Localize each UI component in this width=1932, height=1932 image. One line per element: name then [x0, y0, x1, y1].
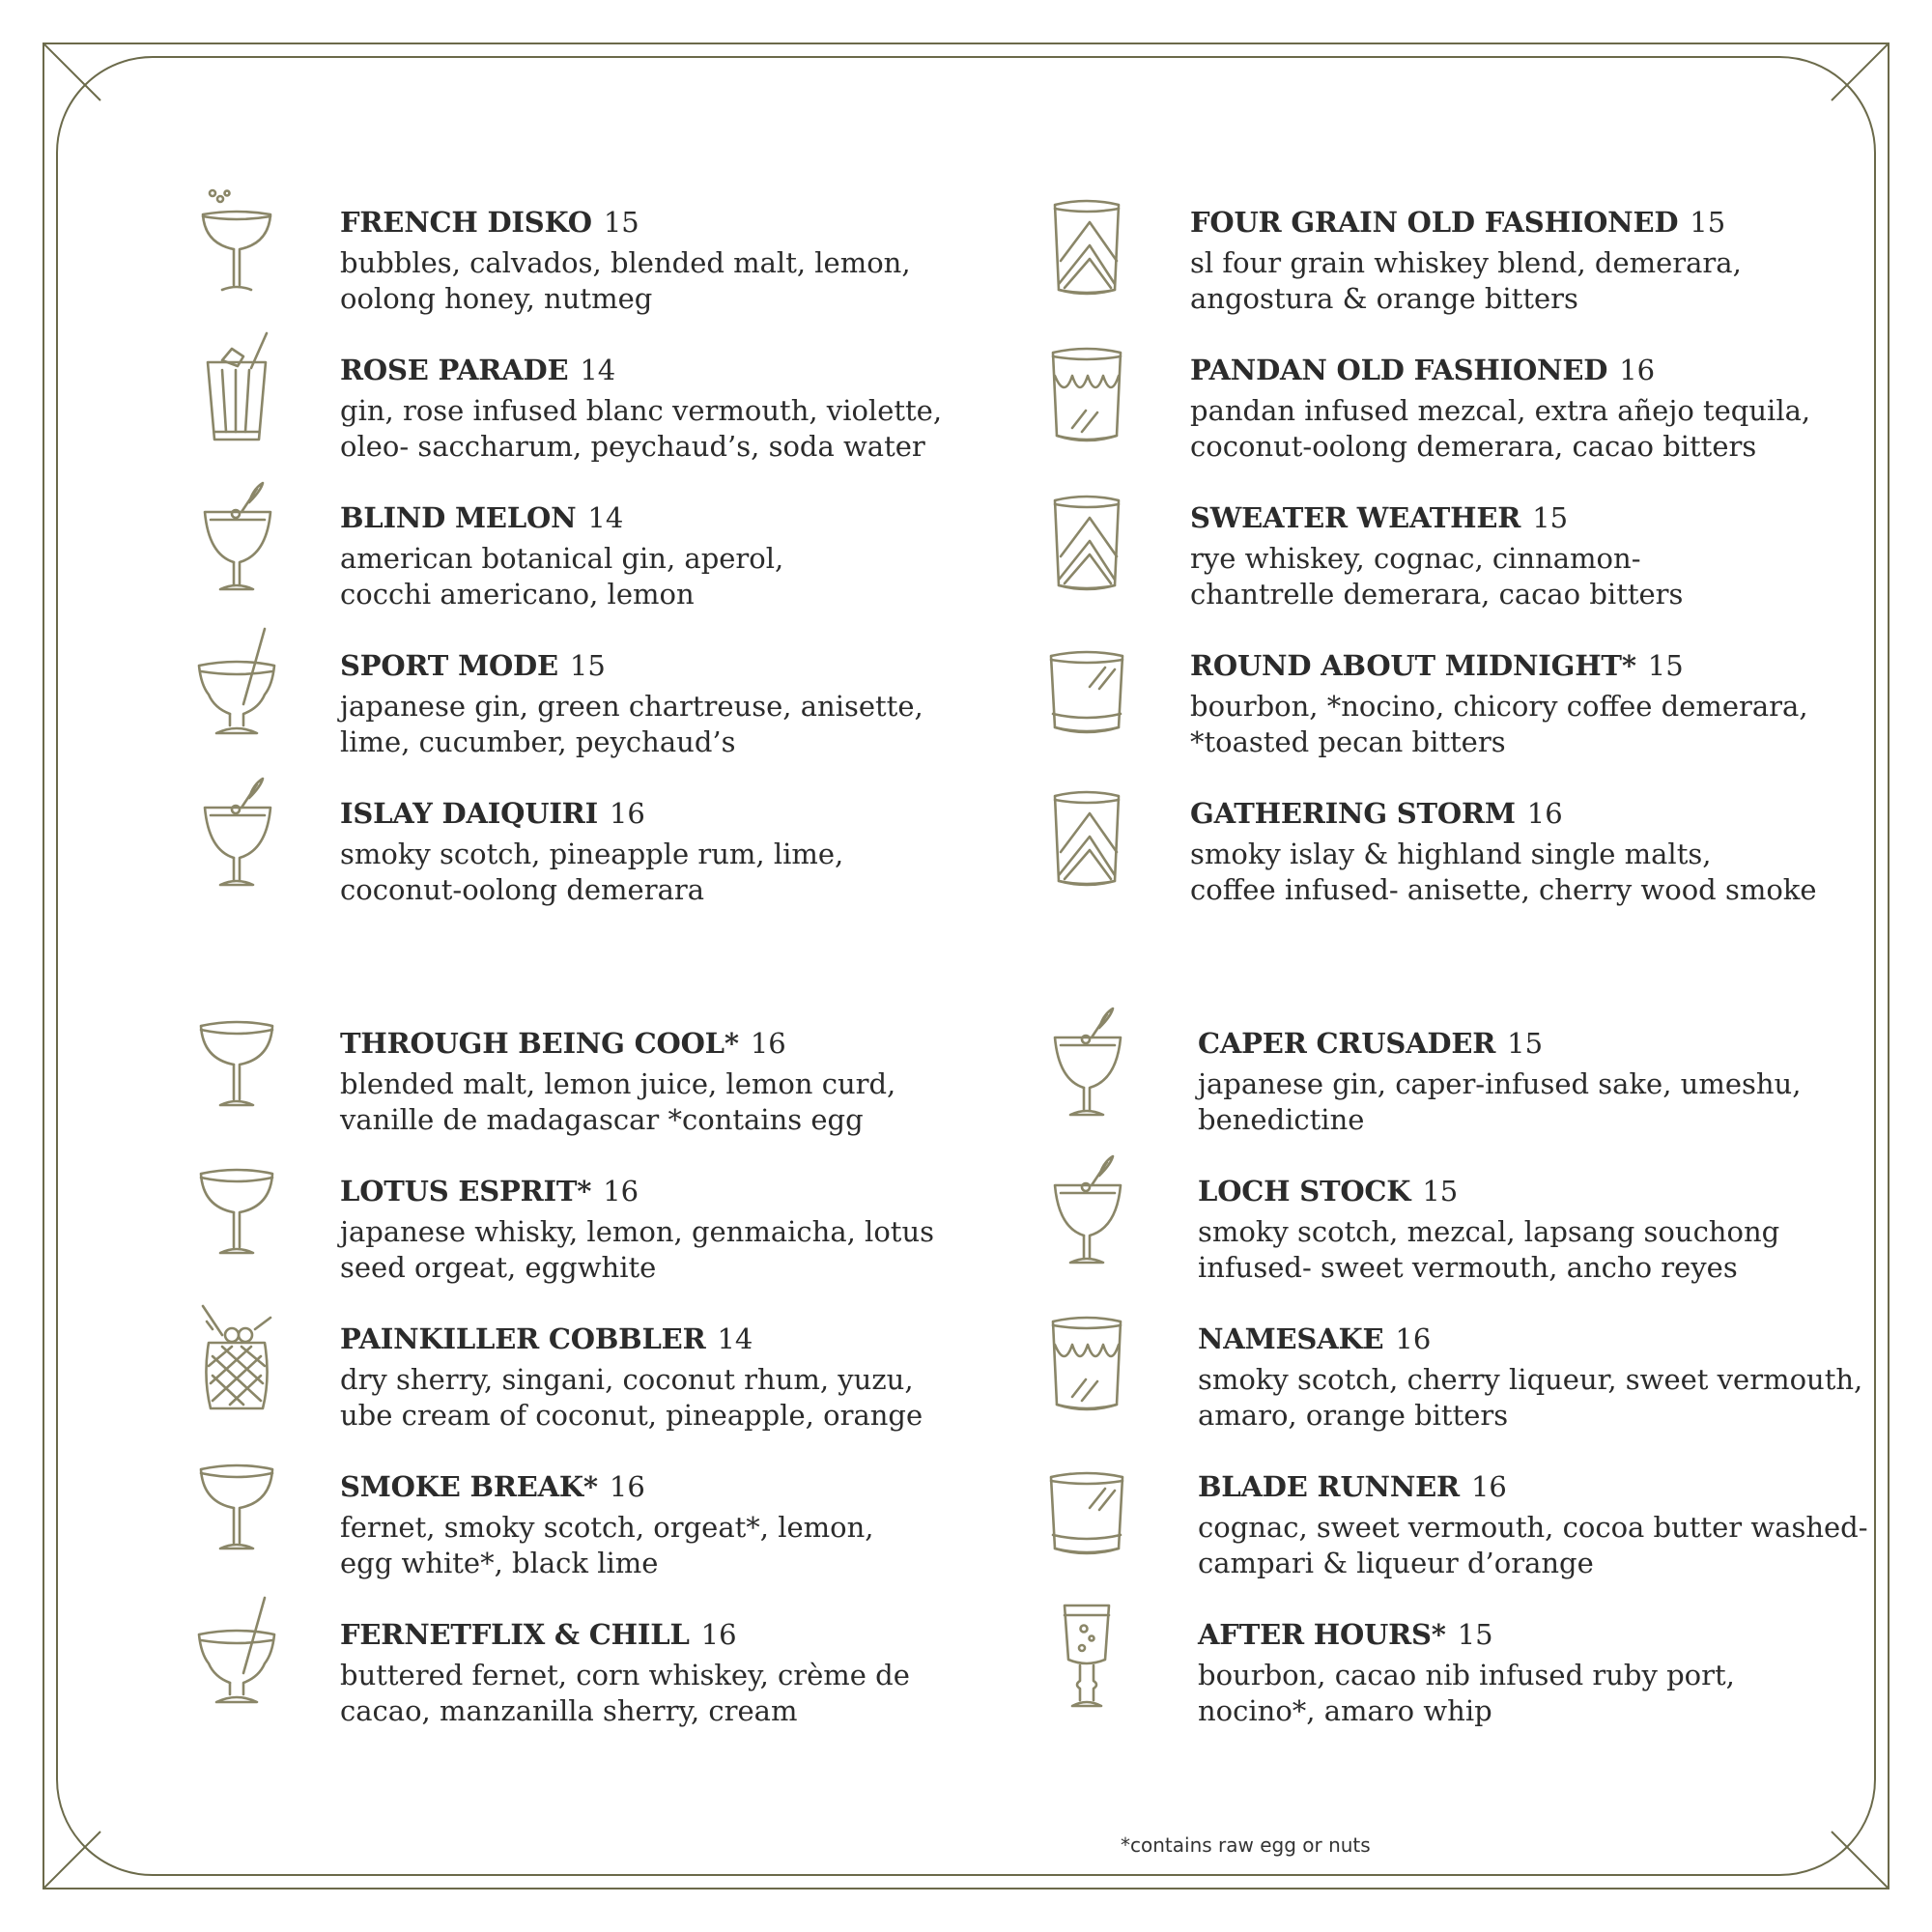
- coupe-glass-icon: [184, 1005, 290, 1121]
- collins-glass-icon: [184, 331, 290, 447]
- drink-description-line-1: cognac, sweet vermouth, cocoa butter washed-: [1198, 1511, 1868, 1544]
- goblet-straw-icon: [184, 1596, 290, 1712]
- drink-description-line-2: cocchi americano, lemon: [340, 578, 695, 611]
- drink-price: 16: [603, 1175, 639, 1208]
- drink-description-line-1: smoky islay & highland single malts,: [1190, 838, 1712, 870]
- rocks-glass-scallop-icon: [1034, 331, 1140, 447]
- coupe-glass-icon: [184, 1448, 290, 1564]
- drink-description-line-2: oolong honey, nutmeg: [340, 282, 653, 315]
- drink-price: 15: [569, 649, 606, 682]
- drink-description-line-2: egg white*, black lime: [340, 1547, 659, 1579]
- rocks-glass-plain-icon: [1034, 627, 1140, 743]
- drink-name: LOCH STOCK: [1198, 1175, 1411, 1208]
- menu-item: [1190, 205, 1932, 317]
- menu-item: [340, 205, 1113, 317]
- drink-description-line-2: angostura & orange bitters: [1190, 282, 1578, 315]
- menu-item: [340, 1174, 1113, 1286]
- menu-item: [340, 353, 1113, 465]
- drink-price: 16: [1395, 1322, 1432, 1355]
- nick-nora-glass-icon: [1034, 1005, 1140, 1121]
- drink-price: 16: [1619, 354, 1656, 386]
- drink-description-line-1: dry sherry, singani, coconut rhum, yuzu,: [340, 1363, 914, 1396]
- drink-name: SMOKE BREAK*: [340, 1470, 598, 1503]
- drink-description-line-2: chantrelle demerara, cacao bitters: [1190, 578, 1684, 611]
- rocks-glass-diamond-icon: [1034, 184, 1140, 299]
- menu-item: [340, 648, 1113, 760]
- drink-price: 16: [1526, 797, 1563, 830]
- menu-item: [340, 1469, 1113, 1581]
- drink-price: 15: [1457, 1618, 1493, 1651]
- footnote: *contains raw egg or nuts: [1121, 1833, 1371, 1857]
- drink-price: 16: [1470, 1470, 1507, 1503]
- drink-price: 14: [587, 501, 624, 534]
- drink-name: AFTER HOURS*: [1198, 1618, 1446, 1651]
- drink-description-line-2: *toasted pecan bitters: [1190, 725, 1506, 758]
- drink-name: FOUR GRAIN OLD FASHIONED: [1190, 206, 1679, 239]
- menu-item: [1198, 1026, 1932, 1138]
- drink-description-line-1: smoky scotch, cherry liqueur, sweet vermouth,: [1198, 1363, 1863, 1396]
- menu-item: [340, 1617, 1113, 1729]
- nick-nora-glass-icon: [184, 775, 290, 891]
- drink-description-line-2: ube cream of coconut, pineapple, orange: [340, 1399, 923, 1432]
- drink-price: 15: [1507, 1027, 1544, 1060]
- drink-description-line-2: nocino*, amaro whip: [1198, 1694, 1492, 1727]
- drink-price: 14: [717, 1322, 753, 1355]
- drink-description-line-1: fernet, smoky scotch, orgeat*, lemon,: [340, 1511, 874, 1544]
- drink-description-line-2: oleo- saccharum, peychaud’s, soda water: [340, 430, 925, 463]
- drink-description-line-1: american botanical gin, aperol,: [340, 542, 784, 575]
- rocks-glass-plain-icon: [1034, 1448, 1140, 1564]
- drink-description-line-1: smoky scotch, mezcal, lapsang souchong: [1198, 1215, 1780, 1248]
- drink-description-line-1: japanese gin, caper-infused sake, umeshu,: [1198, 1067, 1802, 1100]
- drink-name: SPORT MODE: [340, 649, 558, 682]
- drink-description-line-2: vanille de madagascar *contains egg: [340, 1103, 864, 1136]
- drink-price: 14: [580, 354, 616, 386]
- drink-name: NAMESAKE: [1198, 1322, 1384, 1355]
- drink-description-line-1: japanese gin, green chartreuse, anisette,: [340, 690, 923, 723]
- drink-description-line-2: coconut-oolong demerara, cacao bitters: [1190, 430, 1757, 463]
- menu-item: [1190, 353, 1932, 465]
- drink-name: FRENCH DISKO: [340, 206, 592, 239]
- drink-description-line-2: campari & liqueur d’orange: [1198, 1547, 1594, 1579]
- drink-name: BLIND MELON: [340, 501, 577, 534]
- drink-name: SWEATER WEATHER: [1190, 501, 1521, 534]
- drink-price: 16: [609, 797, 645, 830]
- drink-price: 15: [1647, 649, 1684, 682]
- drink-description-line-2: infused- sweet vermouth, ancho reyes: [1198, 1251, 1738, 1284]
- rocks-glass-scallop-icon: [1034, 1300, 1140, 1416]
- menu-item: [340, 796, 1113, 908]
- rocks-glass-diamond-icon: [1034, 479, 1140, 595]
- drink-description-line-2: coffee infused- anisette, cherry wood smoke: [1190, 873, 1817, 906]
- drink-description-line-1: bourbon, *nocino, chicory coffee demerara,: [1190, 690, 1808, 723]
- menu-item: [340, 1321, 1113, 1434]
- drink-description-line-1: bourbon, cacao nib infused ruby port,: [1198, 1659, 1735, 1691]
- drink-description-line-2: cacao, manzanilla sherry, cream: [340, 1694, 798, 1727]
- nick-nora-glass-icon: [1034, 1152, 1140, 1268]
- drink-name: CAPER CRUSADER: [1198, 1027, 1496, 1060]
- coupe-bubbles-icon: [184, 184, 290, 299]
- drink-name: GATHERING STORM: [1190, 797, 1516, 830]
- menu-item: [1198, 1617, 1932, 1729]
- drink-price: 16: [750, 1027, 786, 1060]
- drink-description-line-1: smoky scotch, pineapple rum, lime,: [340, 838, 844, 870]
- goblet-straw-icon: [184, 627, 290, 743]
- drink-name: ROSE PARADE: [340, 354, 569, 386]
- menu-item: [1198, 1174, 1932, 1286]
- drink-price: 16: [609, 1470, 645, 1503]
- drink-name: THROUGH BEING COOL*: [340, 1027, 739, 1060]
- drink-name: PANDAN OLD FASHIONED: [1190, 354, 1608, 386]
- drink-price: 15: [1532, 501, 1569, 534]
- drink-description-line-2: seed orgeat, eggwhite: [340, 1251, 657, 1284]
- drink-price: 15: [1422, 1175, 1459, 1208]
- drink-description-line-2: amaro, orange bitters: [1198, 1399, 1509, 1432]
- drink-name: BLADE RUNNER: [1198, 1470, 1460, 1503]
- menu-item: [1190, 648, 1932, 760]
- drink-price: 15: [603, 206, 639, 239]
- drink-description-line-1: bubbles, calvados, blended malt, lemon,: [340, 246, 911, 279]
- inner-frame: [56, 56, 1876, 1876]
- drink-name: ROUND ABOUT MIDNIGHT*: [1190, 649, 1636, 682]
- menu-item: [340, 500, 1113, 612]
- drink-description-line-1: buttered fernet, corn whiskey, crème de: [340, 1659, 910, 1691]
- drink-name: LOTUS ESPRIT*: [340, 1175, 592, 1208]
- drink-name: PAINKILLER COBBLER: [340, 1322, 706, 1355]
- drink-name: FERNETFLIX & CHILL: [340, 1618, 690, 1651]
- drink-price: 16: [700, 1618, 737, 1651]
- drink-description-line-2: benedictine: [1198, 1103, 1365, 1136]
- drink-description-line-2: coconut-oolong demerara: [340, 873, 705, 906]
- drink-description-line-1: rye whiskey, cognac, cinnamon-: [1190, 542, 1641, 575]
- nick-nora-glass-icon: [184, 479, 290, 595]
- drink-name: ISLAY DAIQUIRI: [340, 797, 598, 830]
- coupe-glass-icon: [184, 1152, 290, 1268]
- menu-item: [1198, 1321, 1932, 1434]
- drink-description-line-1: sl four grain whiskey blend, demerara,: [1190, 246, 1742, 279]
- drink-description-line-1: gin, rose infused blanc vermouth, violette,: [340, 394, 943, 427]
- drink-price: 15: [1690, 206, 1726, 239]
- cordial-glass-icon: [1034, 1596, 1140, 1712]
- rocks-glass-diamond-icon: [1034, 775, 1140, 891]
- menu-item: [1198, 1469, 1932, 1581]
- drink-description-line-1: japanese whisky, lemon, genmaicha, lotus: [340, 1215, 935, 1248]
- drink-description-line-1: pandan infused mezcal, extra añejo tequila,: [1190, 394, 1811, 427]
- menu-item: [1190, 796, 1932, 908]
- drink-description-line-1: blended malt, lemon juice, lemon curd,: [340, 1067, 896, 1100]
- pineapple-glass-icon: [184, 1300, 290, 1416]
- menu-item: [340, 1026, 1113, 1138]
- drink-description-line-2: lime, cucumber, peychaud’s: [340, 725, 736, 758]
- menu-item: [1190, 500, 1932, 612]
